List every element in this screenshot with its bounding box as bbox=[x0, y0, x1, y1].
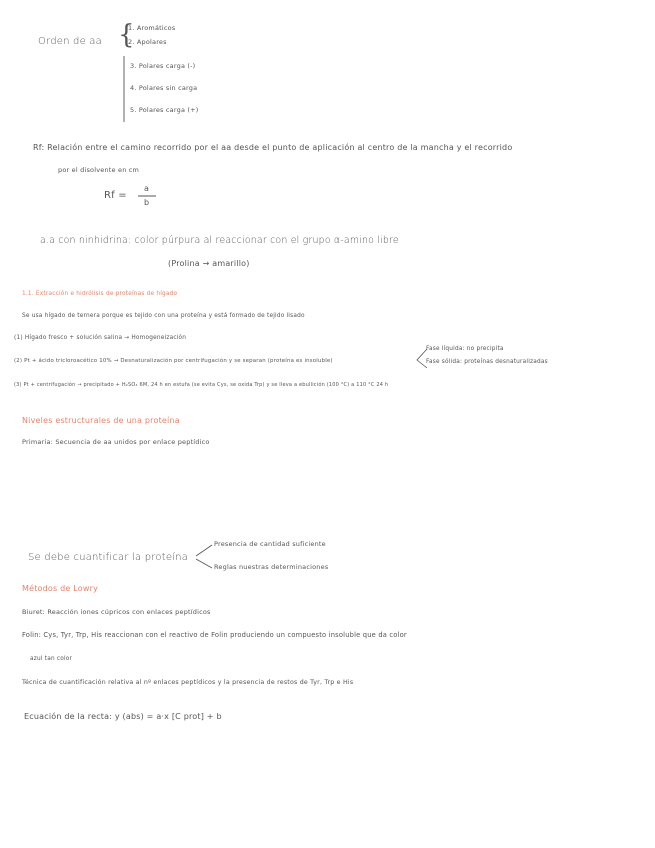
quant-main: Se debe cuantificar la proteína bbox=[28, 552, 189, 563]
order-item: 5. Polares carga (+) bbox=[130, 106, 199, 114]
biuret-text: Biuret: Reacción iones cúpricos con enlaces peptídicos bbox=[22, 608, 211, 616]
solid-phase: Fase sólida: proteínas desnaturalizadas bbox=[426, 359, 548, 365]
order-item: 2. Apolares bbox=[128, 38, 167, 46]
order-item: 3. Polares carga (-) bbox=[130, 62, 196, 70]
order-item: 1. Aromáticos bbox=[128, 24, 176, 32]
methods-heading: Métodos de Lowry bbox=[22, 584, 99, 593]
equation-text: Ecuación de la recta: y (abs) = a·x [C prot] + b bbox=[24, 712, 222, 721]
step-3: (3) Pt + centrifugación → precipitado + H₂SO₄ 6M, 24 h en estufa (se evita Cys, se oxida Trp) y se lleva a ebullición (100 °C) a 110 °C 24 h bbox=[14, 382, 389, 388]
quant-branch: Reglas nuestras determinaciones bbox=[214, 563, 329, 571]
order-item: 4. Polares sin carga bbox=[130, 84, 198, 92]
quant-branch: Presencia de cantidad suficiente bbox=[214, 540, 326, 548]
order-label: Orden de aa bbox=[38, 36, 102, 47]
levels-heading: Niveles estructurales de una proteína bbox=[22, 416, 180, 425]
order-brace: { bbox=[118, 20, 135, 50]
rf-denominator: b bbox=[144, 198, 150, 207]
rf-numerator: a bbox=[144, 184, 150, 193]
rf-definition: Rf: Relación entre el camino recorrido por el aa desde el punto de aplicación al centro de la mancha y el recorrido bbox=[33, 143, 513, 152]
rf-definition-cont: por el disolvente en cm bbox=[58, 166, 140, 174]
ninhydrin-proline: (Prolina → amarillo) bbox=[168, 259, 250, 268]
rf-formula-lhs: Rf = bbox=[104, 190, 127, 201]
section-intro: Se usa hígado de ternera porque es tejido con una proteína y está formado de tejido lisado bbox=[22, 313, 305, 319]
folin-text-cont: azul tan color bbox=[30, 656, 73, 662]
technique-text: Técnica de cuantificación relativa al nº enlaces peptídicos y la presencia de restos de Tyr, Trp e His bbox=[22, 679, 354, 686]
section-heading: 1.1. Extracción e hidrólisis de proteínas de hígado bbox=[22, 291, 178, 297]
step-1: (1) Hígado fresco + solución salina → Homogeneización bbox=[14, 335, 187, 341]
liquid-phase: Fase líquida: no precipita bbox=[426, 346, 504, 352]
ninhydrin-text: a.a con ninhidrina: color púrpura al reaccionar con el grupo α-amino libre bbox=[40, 235, 399, 246]
step-2: (2) Pt + ácido tricloroacético 10% → Desnaturalización por centrifugación y se separan (proteína es insoluble) bbox=[14, 358, 333, 364]
folin-text: Folin: Cys, Tyr, Trp, His reaccionan con el reactivo de Folin produciendo un compuesto insoluble que da color bbox=[22, 631, 407, 639]
levels-primary: Primaria: Secuencia de aa unidos por enlace peptídico bbox=[22, 438, 210, 446]
